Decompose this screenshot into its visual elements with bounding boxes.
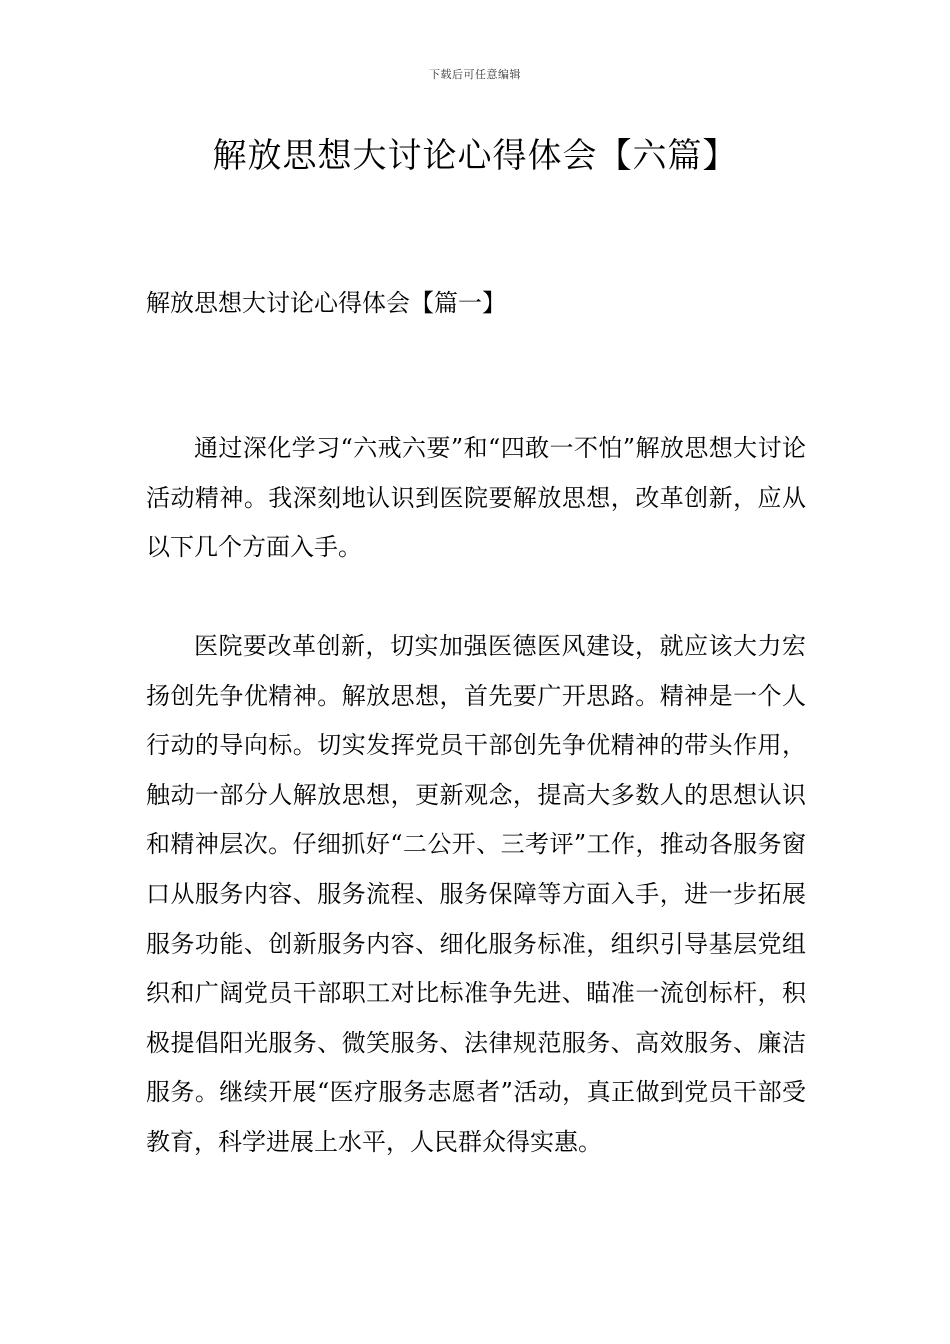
paragraph-2: 医院要改革创新，切实加强医德医风建设，就应该大力宏扬创先争优精神。解放思想，首先要广开思路。精神是一个人行动的导向标。切实发挥党员干部创先争优精神的带头作用，触动一部分人解放思想，更新观念，提高大多数人的思想认识和精神层次。仔细抓好“二公开、三考评”工作，推动各服务窗口从服务内容、服务流程、服务保障等方面入手，进一步拓展服务功能、创新服务内容、细化服务标准，组织引导基层党组织和广阔党员干部职工对比标准争先进、瞄准一流创标杆，积极提倡阳光服务、微笑服务、法律规范服务、高效服务、廉洁服务。继续开展“医疗服务志愿者”活动，真正做到党员干部受教育，科学进展上水平，人民群众得实惠。 [146, 632, 806, 1156]
document-title: 解放思想大讨论心得体会【六篇】 [212, 136, 738, 176]
header-note: 下载后可任意编辑 [429, 68, 521, 81]
section-heading: 解放思想大讨论心得体会【篇一】 [146, 289, 506, 317]
paragraph-1: 通过深化学习“六戒六要”和“四敢一不怕”解放思想大讨论活动精神。我深刻地认识到医院要解放思想，改革创新，应从以下几个方面入手。 [146, 434, 806, 562]
